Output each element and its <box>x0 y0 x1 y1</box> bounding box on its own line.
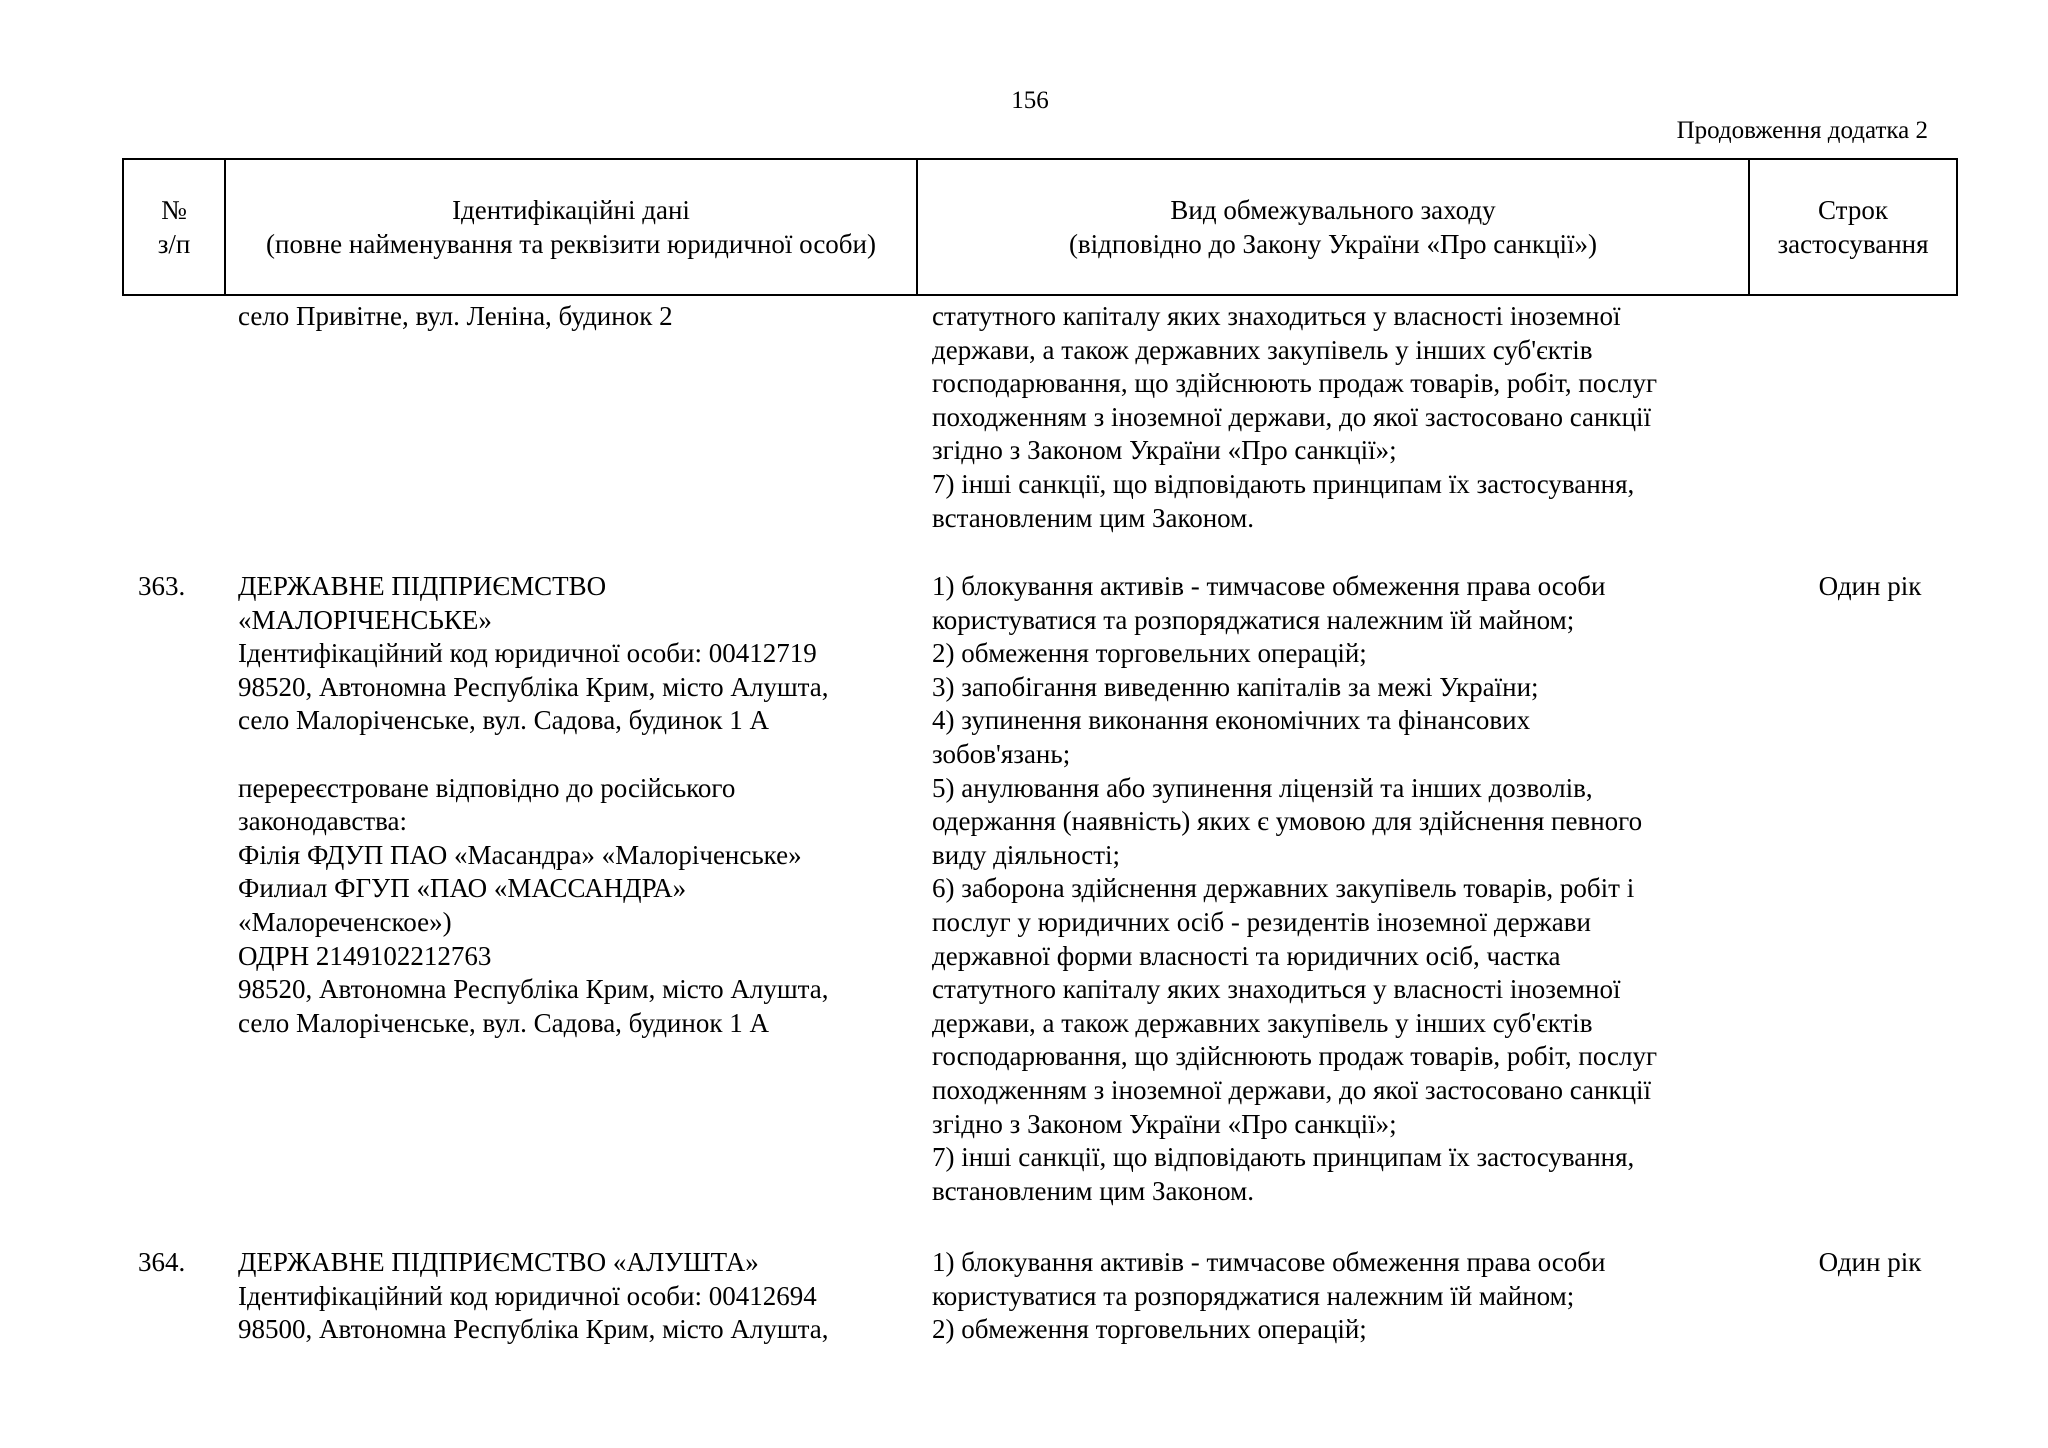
ident-line: село Малоріченське, вул. Садова, будинок 1 А <box>238 1007 769 1038</box>
measure-line: 1) блокування активів - тимчасове обмеження права особи <box>932 1247 1606 1277</box>
measure-line: статутного капіталу яких знаходиться у власності іноземної <box>932 974 1621 1005</box>
measure-line: згідно з Законом України «Про санкції»; <box>932 1108 1397 1139</box>
measure-line: одержання (наявність) яких є умовою для здійснення певного <box>932 806 1643 837</box>
measure-line: користуватися та розпоряджатися належним їй майном; <box>932 1280 1575 1311</box>
header-identification-label: Ідентифікаційні дані <box>452 195 690 225</box>
ident-line: 98520, Автономна Республіка Крим, місто Алушта, <box>238 671 829 702</box>
row-term: Один рік <box>1818 1247 1922 1277</box>
ident-line: село Малоріченське, вул. Садова, будинок 1 А <box>238 705 769 736</box>
row-identification-data <box>238 1246 898 1347</box>
row-restrictive-measures <box>932 1246 1732 1347</box>
measure-line: згідно з Законом України «Про санкції»; <box>932 435 1397 466</box>
header-number-column <box>124 160 226 294</box>
row-identification-data <box>238 300 898 334</box>
table-header <box>122 158 1958 296</box>
header-number-label: № <box>161 195 187 225</box>
header-identification-sublabel: (повне найменування та реквізити юридичної особи) <box>266 229 876 259</box>
ident-line: ОДРН 2149102212763 <box>238 940 492 971</box>
ident-line: Филиал ФГУП «ПАО «МАССАНДРА» <box>238 873 687 904</box>
row-number: 363. <box>138 571 186 601</box>
header-number-sublabel: з/п <box>157 229 191 259</box>
measure-line: 1) блокування активів - тимчасове обмеження права особи <box>932 571 1606 601</box>
ident-line: 98500, Автономна Республіка Крим, місто Алушта, <box>238 1314 829 1345</box>
measure-line: походженням з іноземної держави, до якої застосовано санкції <box>932 401 1652 432</box>
measure-line: походженням з іноземної держави, до якої застосовано санкції <box>932 1074 1652 1105</box>
ident-line: перереєстроване відповідно до російського <box>238 772 736 803</box>
row-restrictive-measures <box>932 570 1732 1208</box>
ident-line: село Привітне, вул. Леніна, будинок 2 <box>238 301 673 331</box>
measure-line: 6) заборона здійснення державних закупівель товарів, робіт і <box>932 873 1635 904</box>
header-measure-label: Вид обмежувального заходу <box>1170 195 1496 225</box>
measure-line: 2) обмеження торговельних операцій; <box>932 638 1367 669</box>
measure-line: встановленим цим Законом. <box>932 502 1254 533</box>
row-identification-data <box>238 570 898 1040</box>
ident-line: ДЕРЖАВНЕ ПІДПРИЄМСТВО «АЛУШТА» <box>238 1247 759 1277</box>
header-identification-column <box>226 160 918 294</box>
measure-line: користуватися та розпоряджатися належним їй майном; <box>932 604 1575 635</box>
header-measure-column <box>918 160 1750 294</box>
measure-line: виду діяльності; <box>932 839 1121 870</box>
measure-line: 4) зупинення виконання економічних та фінансових <box>932 705 1531 736</box>
ident-line: Ідентифікаційний код юридичної особи: 00412694 <box>238 1280 817 1311</box>
measure-line: статутного капіталу яких знаходиться у власності іноземної <box>932 301 1621 331</box>
measure-line: держави, а також державних закупівель у інших суб'єктів <box>932 1007 1593 1038</box>
ident-line: 98520, Автономна Республіка Крим, місто Алушта, <box>238 974 829 1005</box>
measure-line: господарювання, що здійснюють продаж товарів, робіт, послуг <box>932 368 1658 399</box>
row-restrictive-measures <box>932 300 1732 535</box>
header-term-sublabel: застосування <box>1777 229 1929 259</box>
measure-line: 2) обмеження торговельних операцій; <box>932 1314 1367 1345</box>
measure-line: зобов'язань; <box>932 738 1071 769</box>
ident-line: «Малореченское») <box>238 906 452 937</box>
ident-line: «МАЛОРІЧЕНСЬКЕ» <box>238 604 492 635</box>
ident-line: ДЕРЖАВНЕ ПІДПРИЄМСТВО <box>238 571 607 601</box>
continuation-note: Продовження додатка 2 <box>1676 117 1928 144</box>
measure-line: господарювання, що здійснюють продаж товарів, робіт, послуг <box>932 1041 1658 1072</box>
measure-line: 7) інші санкції, що відповідають принципам їх застосування, <box>932 468 1635 499</box>
ident-line: Ідентифікаційний код юридичної особи: 00412719 <box>238 638 817 669</box>
measure-line: 5) анулювання або зупинення ліцензій та інших дозволів, <box>932 772 1593 803</box>
ident-line: законодавства: <box>238 806 408 837</box>
measure-line: 3) запобігання виведенню капіталів за межі України; <box>932 671 1539 702</box>
ident-line <box>238 738 898 772</box>
measure-line: 7) інші санкції, що відповідають принципам їх застосування, <box>932 1142 1635 1173</box>
measure-line: держави, а також державних закупівель у інших суб'єктів <box>932 334 1593 365</box>
ident-line: Філія ФДУП ПАО «Масандра» «Малоріченське» <box>238 839 802 870</box>
header-term-column <box>1750 160 1956 294</box>
header-term-label: Строк <box>1818 195 1888 225</box>
row-term: Один рік <box>1818 571 1922 601</box>
measure-line: послуг у юридичних осіб - резидентів іноземної держави <box>932 906 1591 937</box>
page-number: 156 <box>1011 87 1049 114</box>
measure-line: державної форми власності та юридичних осіб, частка <box>932 940 1561 971</box>
row-number: 364. <box>138 1247 186 1277</box>
header-measure-sublabel: (відповідно до Закону України «Про санкції») <box>1068 229 1598 259</box>
measure-line: встановленим цим Законом. <box>932 1175 1254 1206</box>
